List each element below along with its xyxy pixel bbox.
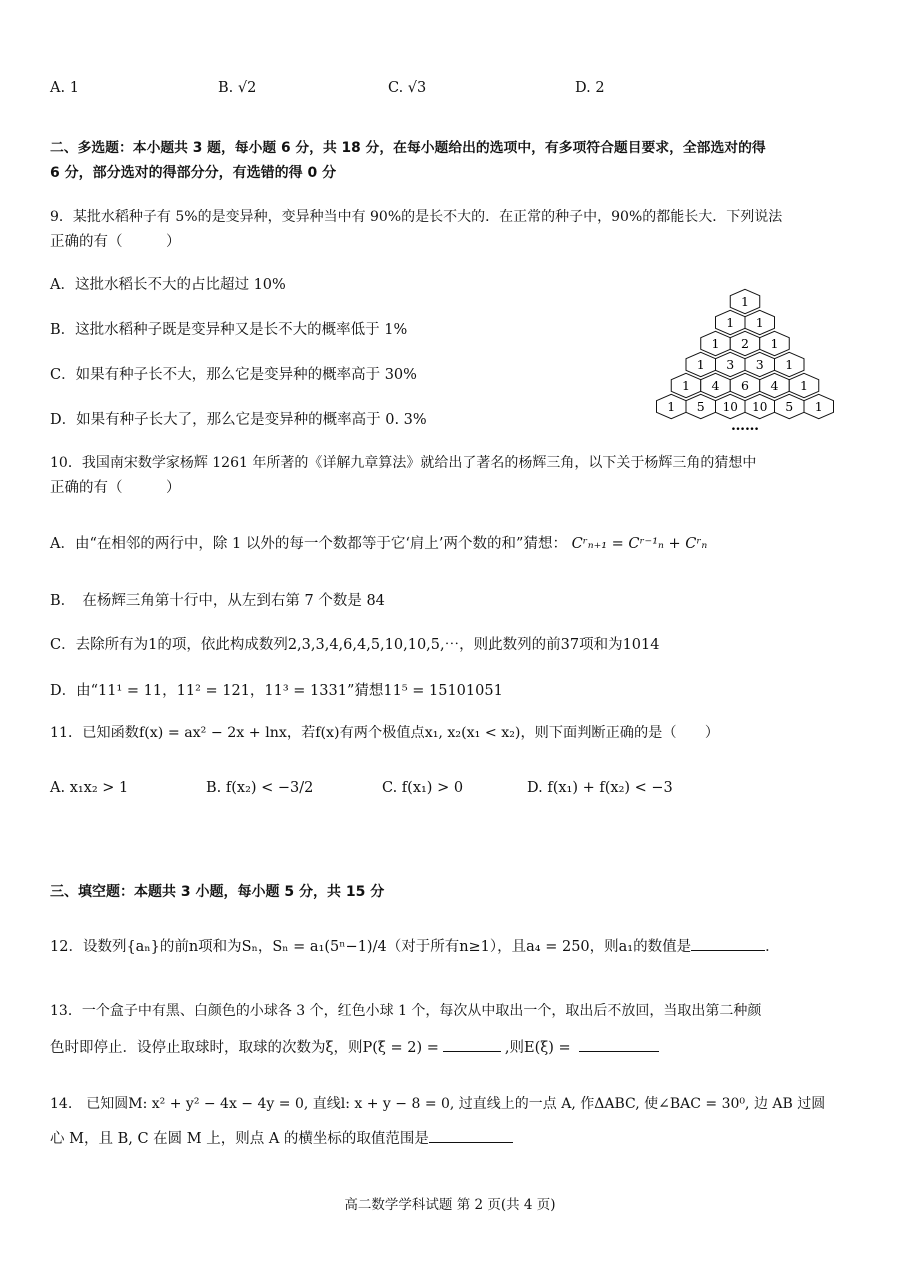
q9-option-a: A．这批水稻长不大的占比超过 10% — [50, 277, 286, 293]
triangle-cell-value: 4 — [711, 378, 720, 393]
q10-stem-line1: 10．我国南宋数学家杨辉 1261 年所著的《详解九章算法》就给出了著名的杨辉三角，以下关于杨辉三角的猜想中 — [50, 455, 757, 471]
triangle-cell-value: 4 — [770, 378, 779, 393]
triangle-cell-value: 1 — [711, 336, 720, 351]
q13-text-b: ,则E(ξ) = — [504, 1040, 571, 1056]
triangle-cell-value: 1 — [814, 399, 823, 414]
triangle-cell-value: 1 — [785, 357, 794, 372]
triangle-cell-value: 1 — [726, 315, 735, 330]
q8-option-a: A. 1 — [50, 80, 79, 96]
triangle-cell-value: 5 — [785, 399, 794, 414]
triangle-cell-value: 1 — [741, 294, 749, 309]
triangle-cell-value: 1 — [800, 378, 808, 393]
q10-option-b: B． 在杨辉三角第十行中，从左到右第 7 个数是 84 — [50, 593, 385, 609]
q11-option-a: A. x₁x₂ > 1 — [50, 780, 129, 796]
q10-option-a-text: A．由“在相邻的两行中，除 1 以外的每一个数都等于它‘肩上’两个数的和”猜想： — [50, 536, 567, 552]
triangle-cell-value: 5 — [696, 399, 705, 414]
q9-stem-line1: 9．某批水稻种子有 5%的是变异种，变异种当中有 90%的是长不大的．在正常的种子中，90%的都能长大．下列说法 — [50, 209, 783, 225]
q10-option-a-formula: Cʳₙ₊₁ = Cʳ⁻¹ₙ + Cʳₙ — [571, 536, 708, 552]
q11-stem: 11．已知函数f(x) = ax² − 2x + lnx，若f(x)有两个极值点x₁, x₂(x₁ < x₂)，则下面判断正确的是（ ） — [50, 725, 720, 741]
triangle-cell-value: 1 — [770, 336, 779, 351]
q9-stem-line2: 正确的有（ ） — [50, 234, 181, 250]
q10-stem-line2: 正确的有（ ） — [50, 480, 181, 496]
q11-option-b: B. f(x₂) < −3/2 — [206, 780, 314, 796]
section3-heading: 三、填空题：本题共 3 小题，每小题 5 分，共 15 分 — [50, 884, 385, 900]
q8-option-c: C. √3 — [388, 80, 427, 96]
q14-answer-blank[interactable] — [429, 1128, 513, 1143]
triangle-dots: …… — [731, 418, 759, 434]
q9-option-b: B．这批水稻种子既是变异种又是长不大的概率低于 1% — [50, 322, 408, 338]
triangle-cell-value: 6 — [741, 378, 749, 393]
q13-answer-blank-2[interactable] — [579, 1037, 659, 1052]
q14-line2 — [50, 1127, 513, 1148]
q13-line2 — [50, 1036, 659, 1057]
q10-option-d: D．由“11¹ = 11，11² = 121，11³ = 1331”猜想11⁵ = 15101051 — [50, 683, 503, 699]
section2-heading-line2: 6 分，部分选对的得部分分，有选错的得 0 分 — [50, 165, 337, 181]
triangle-cell-value: 1 — [696, 357, 705, 372]
triangle-cell-value: 1 — [667, 399, 676, 414]
yanghui-triangle-figure — [645, 282, 845, 434]
q12 — [50, 935, 780, 956]
triangle-cell-value: 10 — [722, 400, 738, 414]
triangle-cell-value: 1 — [682, 378, 690, 393]
q13-text-a: 色时即停止．设停止取球时，取球的次数为ξ，则P(ξ = 2) = — [50, 1040, 439, 1056]
q11-option-d: D. f(x₁) + f(x₂) < −3 — [527, 780, 673, 796]
q14-line1: 14. 已知圆M: x² + y² − 4x − 4y = 0, 直线l: x + y − 8 = 0, 过直线上的一点 A, 作ΔABC, 使∠BAC = 30⁰, 边 AB 过圆 — [50, 1096, 826, 1112]
q12-text: 12．设数列{aₙ}的前n项和为Sₙ，Sₙ = a₁(5ⁿ−1)/4（对于所有n≥1），且a₄ = 250，则a₁的数值是 — [50, 939, 692, 955]
q12-answer-blank[interactable] — [691, 936, 765, 951]
q8-option-b: B. √2 — [218, 80, 257, 96]
q9-option-d: D．如果有种子长大了，那么它是变异种的概率高于 0. 3% — [50, 412, 427, 428]
q10-option-a — [50, 532, 707, 553]
triangle-cell-value: 2 — [741, 336, 749, 351]
section2-heading-line1: 二、多选题：本小题共 3 题，每小题 6 分，共 18 分，在每小题给出的选项中，有多项符合题目要求，全部选对的得 — [50, 140, 766, 156]
q13-line1: 13．一个盒子中有黑、白颜色的小球各 3 个，红色小球 1 个，每次从中取出一个，取出后不放回，当取出第二种颜 — [50, 1003, 762, 1019]
q12-end: ． — [765, 939, 780, 955]
triangle-cell-value: 3 — [726, 357, 735, 372]
q14-text: 心 M，且 B, C 在圆 M 上，则点 A 的横坐标的取值范围是 — [50, 1131, 429, 1147]
q11-option-c: C. f(x₁) > 0 — [382, 780, 464, 796]
triangle-cell-value: 1 — [755, 315, 764, 330]
triangle-cell-value: 3 — [755, 357, 764, 372]
page-footer: 高二数学学科试题 第 2 页(共 4 页) — [344, 1197, 556, 1213]
q10-option-c: C．去除所有为1的项，依此构成数列2,3,3,4,6,4,5,10,10,5,⋯，则此数列的前37项和为1014 — [50, 637, 660, 653]
q8-option-d: D. 2 — [575, 80, 605, 96]
q9-option-c: C．如果有种子长不大，那么它是变异种的概率高于 30% — [50, 367, 417, 383]
q13-answer-blank-1[interactable] — [443, 1037, 501, 1052]
triangle-cell-value: 10 — [752, 400, 768, 414]
